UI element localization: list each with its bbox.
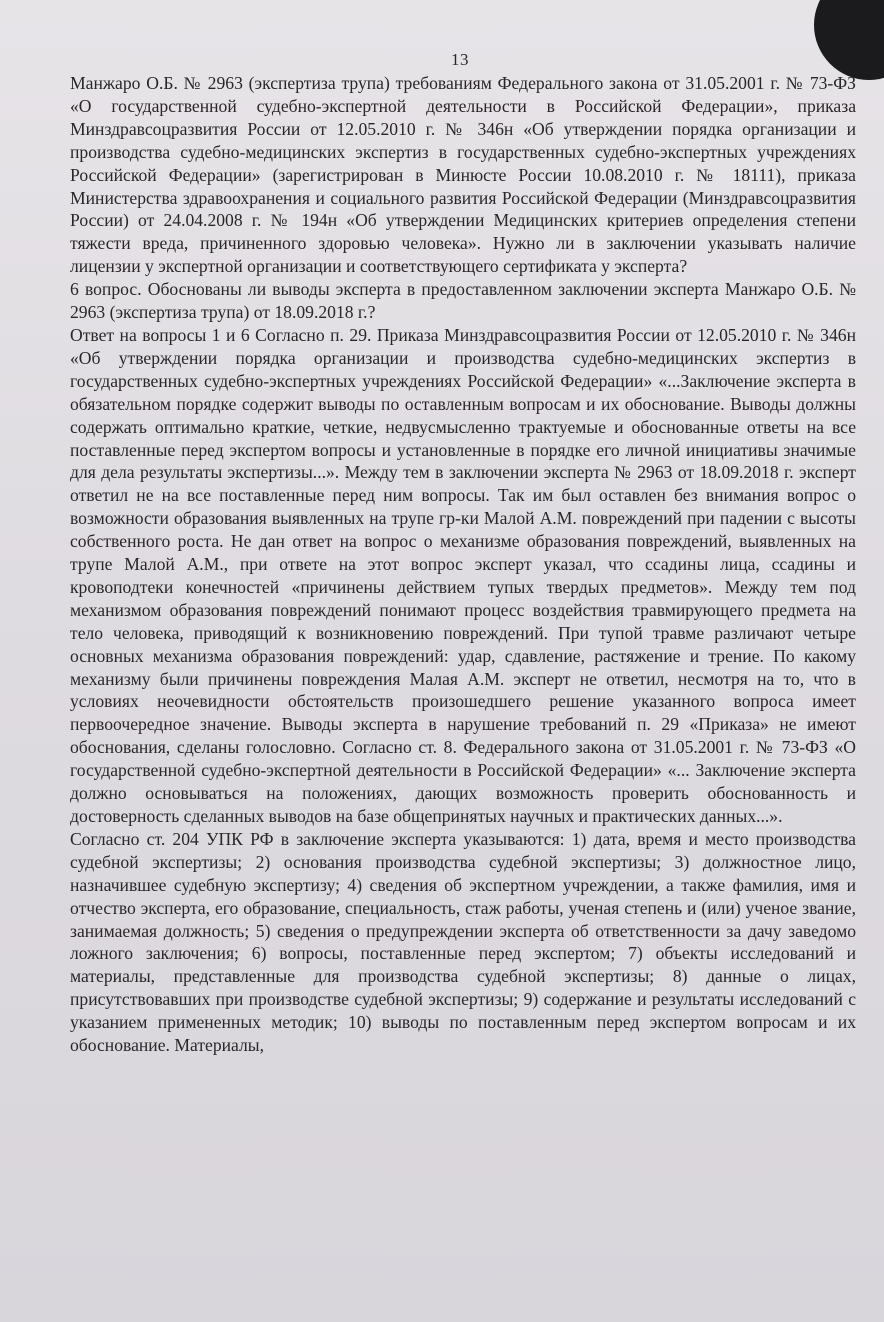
paragraph-requirements: Манжаро О.Б. № 2963 (экспертиза трупа) требованиям Федерального закона от 31.05.2001 г. № 73-ФЗ «О государственной судебно-экспертной деятельности в Российской Федерации», приказа Минздравсоцразвития России от 12.05.2010 г. № 346н «Об утверждении порядка организации и производства судебно-медицинских экспертиз в государственных судебно-экспертных учреждениях Российской Федерации» (зарегистрирован в Минюсте России 10.08.2010 г. № 18111), приказа Министерства здравоохранения и социального развития Российской Федерации (Минздравсоцразвития России) от 24.04.2008 г. № 194н «Об утверждении Медицинских критериев определения степени тяжести вреда, причиненного здоровью человека». Нужно ли в заключении указывать наличие лицензии у экспертной организации и соответствующего сертификата у эксперта? <box>70 73 856 277</box>
page-number: 13 <box>451 50 469 69</box>
document-body <box>70 72 856 1057</box>
paragraph-answer-1-6: Ответ на вопросы 1 и 6 Согласно п. 29. Приказа Минздравсоцразвития России от 12.05.2010 г. № 346н «Об утверждении порядка организации и производства судебно-медицинских экспертиз в государственных судебно-экспертных учреждениях Российской Федерации» «...Заключение эксперта в обязательном порядке содержит выводы по оставленным вопросам и их обоснование. Выводы должны содержать оптимально краткие, четкие, недвусмысленно трактуемые и обоснованные ответы на все поставленные перед экспертом вопросы и установленные в порядке его личной инициативы значимые для дела результаты экспертизы...». Между тем в заключении эксперта № 2963 от 18.09.2018 г. эксперт ответил не на все поставленные перед ним вопросы. Так им был оставлен без внимания вопрос о возможности образования выявленных на трупе гр-ки Малой А.М. повреждений при падении с высоты собственного роста. Не дан ответ на вопрос о механизме образования повреждений, выявленных на трупе Малой А.М., при ответе на этот вопрос эксперт указал, что ссадины лица, ссадины и кровоподтеки конечностей «причинены действием тупых твердых предметов». Между тем под механизмом образования повреждений понимают процесс воздействия травмирующего предмета на тело человека, приводящий к возникновению повреждений. При тупой травме различают четыре основных механизма образования повреждений: удар, сдавление, растяжение и трение. По какому механизму были причинены повреждения Малая А.М. эксперт не ответил, несмотря на то, что в условиях неочевидности обстоятельств произошедшего решение указанного вопроса имеет первоочередное значение. Выводы эксперта в нарушение требований п. 29 «Приказа» не имеют обоснования, сделаны голословно. Согласно ст. 8. Федерального закона от 31.05.2001 г. № 73-ФЗ «О государственной судебно-экспертной деятельности в Российской Федерации» «... Заключение эксперта должно основываться на положениях, дающих возможность проверить обоснованность и достоверность сделанных выводов на базе общепринятых научных и практических данных...». <box>70 324 856 826</box>
paragraph-question-6: 6 вопрос. Обоснованы ли выводы эксперта в предоставленном заключении эксперта Манжаро О.Б. № 2963 (экспертиза трупа) от 18.09.2018 г.? <box>70 279 856 323</box>
paragraph-article-204: Согласно ст. 204 УПК РФ в заключение эксперта указываются: 1) дата, время и место производства судебной экспертизы; 2) основания производства судебной экспертизы; 3) должностное лицо, назначившее судебную экспертизу; 4) сведения об экспертном учреждении, а также фамилия, имя и отчество эксперта, его образование, специальность, стаж работы, ученая степень и (или) ученое звание, занимаемая должность; 5) сведения о предупреждении эксперта об ответственности за дачу заведомо ложного заключения; 6) вопросы, поставленные перед экспертом; 7) объекты исследований и материалы, представленные для производства судебной экспертизы; 8) данные о лицах, присутствовавших при производстве судебной экспертизы; 9) содержание и результаты исследований с указанием примененных методик; 10) выводы по поставленным перед экспертом вопросам и их обоснование. Материалы, <box>70 828 856 1056</box>
